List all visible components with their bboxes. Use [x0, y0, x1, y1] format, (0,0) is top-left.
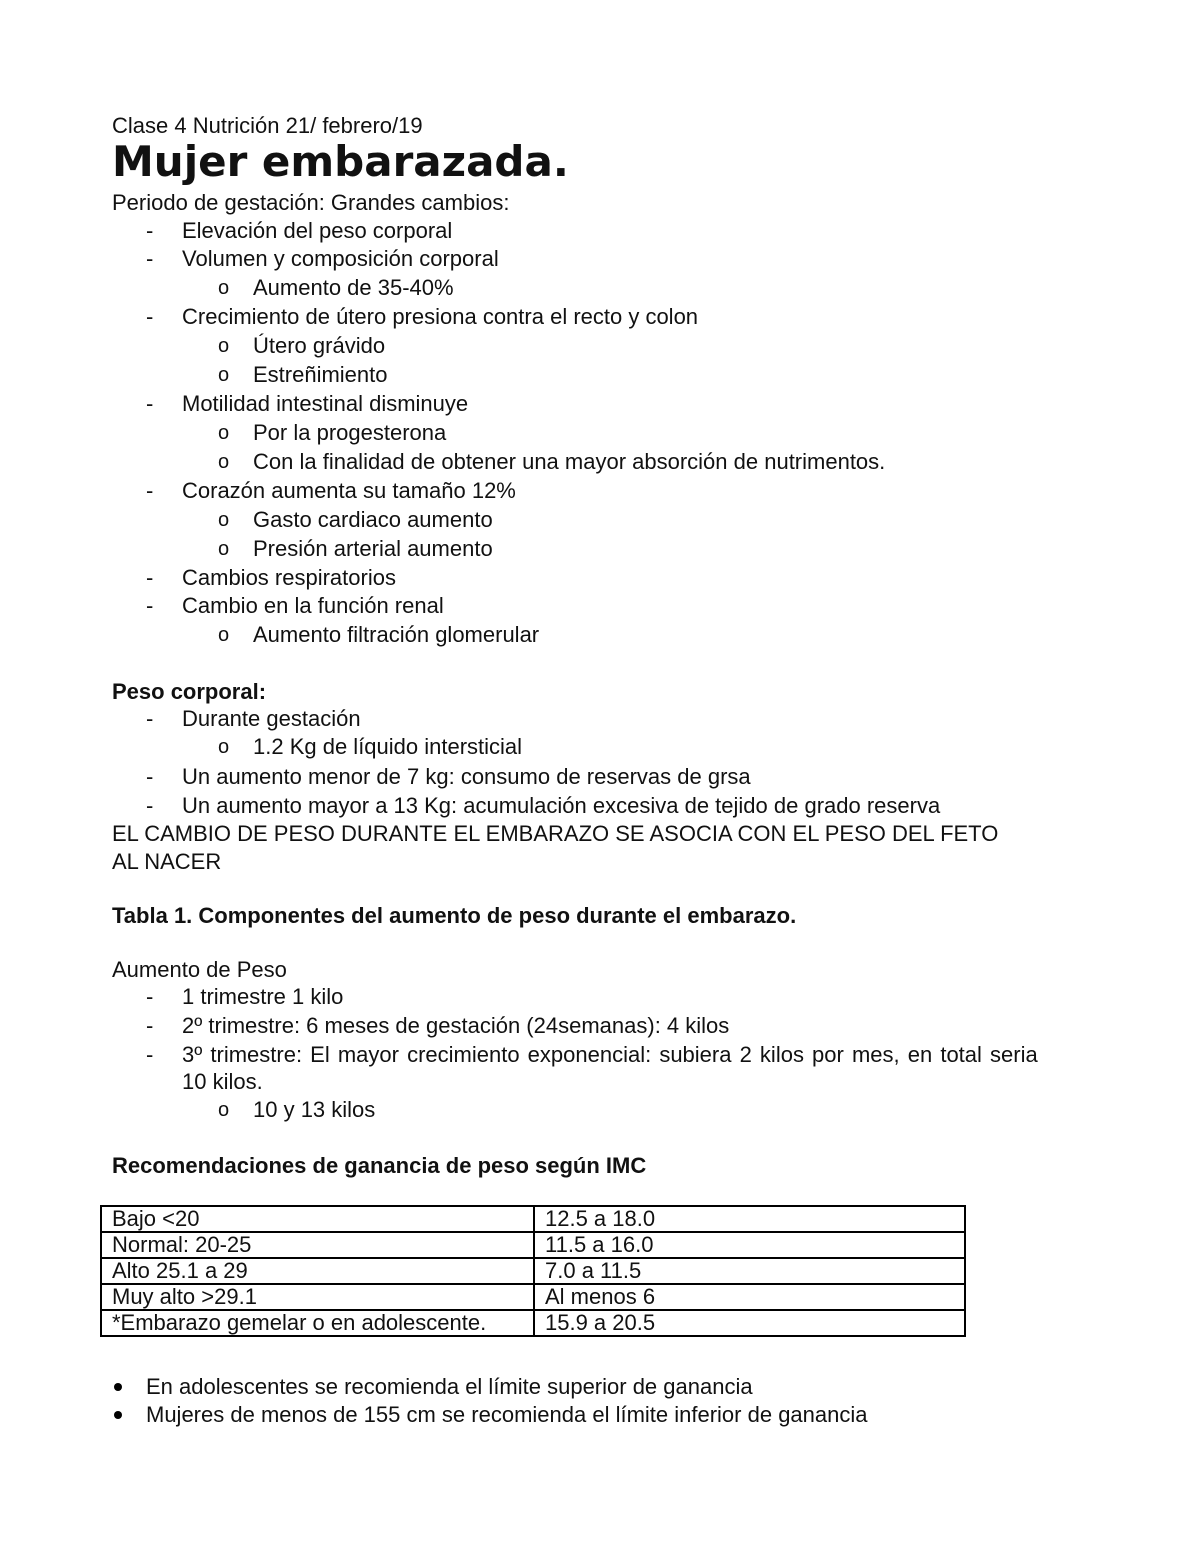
dash-marker: - [146, 218, 154, 243]
dash-marker: - [146, 706, 154, 731]
list-item: Corazón aumenta su tamaño 12% [182, 478, 516, 503]
dash-marker: - [146, 984, 154, 1009]
list-item: 2º trimestre: 6 meses de gestación (24semanas): 4 kilos [182, 1013, 730, 1038]
dash-marker: - [146, 565, 154, 590]
sub-item: Presión arterial aumento [253, 536, 493, 561]
list-item: Motilidad intestinal disminuye [182, 391, 469, 416]
list-item-continuation: 10 kilos. [182, 1069, 263, 1094]
sub-item: Gasto cardiaco aumento [253, 507, 493, 532]
table-cell: Muy alto >29.1 [101, 1284, 534, 1310]
list-item: Cambios respiratorios [182, 565, 396, 590]
sub-marker: o [218, 509, 230, 531]
list-item: Un aumento mayor a 13 Kg: acumulación excesiva de tejido de grado reserva [182, 793, 941, 818]
sub-marker: o [218, 422, 230, 444]
sub-item: 1.2 Kg de líquido intersticial [253, 734, 523, 759]
sub-item: Por la progesterona [253, 420, 447, 445]
class-subtitle: Clase 4 Nutrición 21/ febrero/19 [112, 113, 423, 138]
table-cell: Bajo <20 [101, 1206, 534, 1232]
table-cell: 15.9 a 20.5 [534, 1310, 965, 1336]
list-item: Un aumento menor de 7 kg: consumo de reservas de grsa [182, 764, 751, 789]
list-item: Cambio en la función renal [182, 593, 444, 618]
list-item: 3º trimestre: El mayor crecimiento exponencial: subiera 2 kilos por mes, en total seria [182, 1042, 1038, 1067]
note-text: AL NACER [112, 849, 222, 874]
sub-marker: o [218, 1099, 230, 1121]
sub-marker: o [218, 624, 230, 646]
table-row [101, 1284, 965, 1310]
dash-marker: - [146, 793, 154, 818]
dash-marker: - [146, 593, 154, 618]
table-cell: 12.5 a 18.0 [534, 1206, 965, 1232]
bullet-item: Mujeres de menos de 155 cm se recomienda el límite inferior de ganancia [146, 1402, 868, 1427]
table-cell: 11.5 a 16.0 [534, 1232, 965, 1258]
sub-marker: o [218, 335, 230, 357]
sub-item: 10 y 13 kilos [253, 1097, 376, 1122]
dash-marker: - [146, 478, 154, 503]
table-row [101, 1258, 965, 1284]
sub-marker: o [218, 736, 230, 758]
section-heading: Peso corporal: [112, 679, 267, 704]
sub-item: Con la finalidad de obtener una mayor absorción de nutrimentos. [253, 449, 886, 474]
sub-marker: o [218, 364, 230, 386]
page-title: Mujer embarazada. [112, 137, 569, 186]
dash-marker: - [146, 246, 154, 271]
dash-marker: - [146, 391, 154, 416]
sub-item: Útero grávido [253, 333, 386, 358]
sub-marker: o [218, 538, 230, 560]
section-heading: Tabla 1. Componentes del aumento de peso durante el embarazo. [112, 903, 797, 928]
section-heading: Recomendaciones de ganancia de peso según IMC [112, 1153, 647, 1178]
bullet-icon [114, 1383, 122, 1391]
bullet-item: En adolescentes se recomienda el límite superior de ganancia [146, 1374, 753, 1399]
sub-marker: o [218, 451, 230, 473]
table-cell: Al menos 6 [534, 1284, 965, 1310]
list-item: Crecimiento de útero presiona contra el recto y colon [182, 304, 699, 329]
section-intro: Periodo de gestación: Grandes cambios: [112, 190, 510, 215]
table-row [101, 1232, 965, 1258]
aumento-label: Aumento de Peso [112, 957, 287, 982]
sub-item: Estreñimiento [253, 362, 388, 387]
table-row [101, 1310, 965, 1336]
dash-marker: - [146, 764, 154, 789]
dash-marker: - [146, 304, 154, 329]
sub-marker: o [218, 277, 230, 299]
dash-marker: - [146, 1013, 154, 1038]
note-text: EL CAMBIO DE PESO DURANTE EL EMBARAZO SE ASOCIA CON EL PESO DEL FETO [112, 821, 999, 846]
dash-marker: - [146, 1042, 154, 1067]
table-cell: Alto 25.1 a 29 [101, 1258, 534, 1284]
table-cell: Normal: 20-25 [101, 1232, 534, 1258]
list-item: Volumen y composición corporal [182, 246, 499, 271]
list-item: Durante gestación [182, 706, 361, 731]
table-cell: 7.0 a 11.5 [534, 1258, 965, 1284]
table-row [101, 1206, 965, 1232]
bullet-icon [114, 1411, 122, 1419]
sub-item: Aumento filtración glomerular [253, 622, 540, 647]
list-item: Elevación del peso corporal [182, 218, 453, 243]
imc-table [100, 1205, 966, 1337]
sub-item: Aumento de 35-40% [253, 275, 454, 300]
table-cell: *Embarazo gemelar o en adolescente. [101, 1310, 534, 1336]
list-item: 1 trimestre 1 kilo [182, 984, 344, 1009]
